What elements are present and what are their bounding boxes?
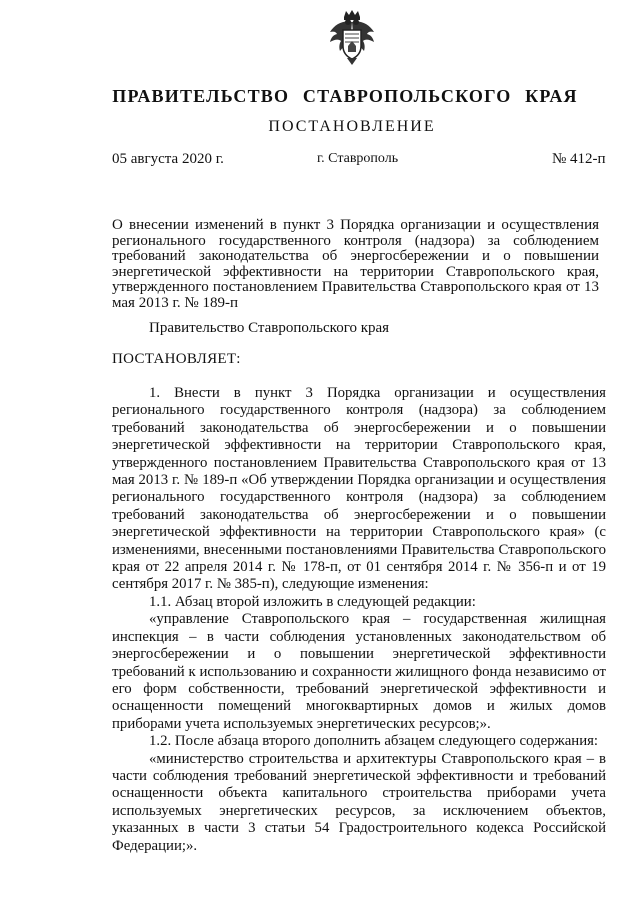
- government-name: Правительство Ставропольского края: [149, 320, 390, 336]
- document-number: № 412-п: [552, 151, 606, 167]
- paragraph-1-2-text: «министерство строительства и архитектуры Ставропольского края – в части соблюдения требований энергетической эффективности и требований оснащенности объекта капитального строительства приборами учета используемых энергетических ресурсов, за исключением объектов, указанных в части 3 статьи 54 Градостроительного кодекса Российской Федерации;».: [112, 750, 606, 854]
- document-city: г. Ставрополь: [317, 151, 399, 166]
- coat-of-arms-emblem-icon: [327, 8, 377, 66]
- document-type: ПОСТАНОВЛЕНИЕ: [268, 118, 436, 135]
- decrees-heading: ПОСТАНОВЛЯЕТ:: [112, 351, 241, 367]
- document-date: 05 августа 2020 г.: [112, 151, 224, 167]
- document-body: [112, 385, 606, 855]
- paragraph-1-1-text: «управление Ставропольского края – государственная жилищная инспекция – в части соблюдения установленных законодательством об энергосбережении и о повышении энергетической эффективности требований к использованию и сохранности жилищного фонда независимо от его форм собственности, требований энергетической эффективности и оснащенности помещений многоквартирных домов и жилых домов приборами учета используемых энергетических ресурсов;».: [112, 611, 606, 732]
- paragraph-1-1: 1.1. Абзац второй изложить в следующей редакции:: [149, 593, 476, 610]
- document-subject: О внесении изменений в пункт 3 Порядка организации и осуществления регионального государственного контроля (надзора) за соблюдением требований законодательства об энергосбережении и о повышении энергетической эффективности на территории Ставропольского края, утвержденного постановлением Правительства Ставропольского края от 13 мая 2013 г. № 189-п: [112, 217, 599, 311]
- paragraph-1-2: 1.2. После абзаца второго дополнить абзацем следующего содержания:: [149, 733, 599, 750]
- government-title: ПРАВИТЕЛЬСТВО СТАВРОПОЛЬСКОГО КРАЯ: [112, 86, 578, 106]
- paragraph-1: 1. Внести в пункт 3 Порядка организации и осуществления регионального государственного контроля (надзора) за соблюдением требований законодательства об энергосбережении и о повышении энергетической эффективности на территории Ставропольского края, утвержденного постановлением Правительства Ставропольского края от 13 мая 2013 г. № 189-п «Об утверждении Порядка организации и осуществления регионального государственного контроля (надзора) за соблюдением требований законодательства об энергосбережении и о повышении энергетической эффективности на территории Ставропольского края» (с изменениями, внесенными постановлениями Правительства Ставропольского края от 22 апреля 2014 г. № 178-п, от 01 сентября 2014 г. № 356-п и от 19 сентября 2017 г. № 385-п), следующие изменения:: [112, 385, 606, 593]
